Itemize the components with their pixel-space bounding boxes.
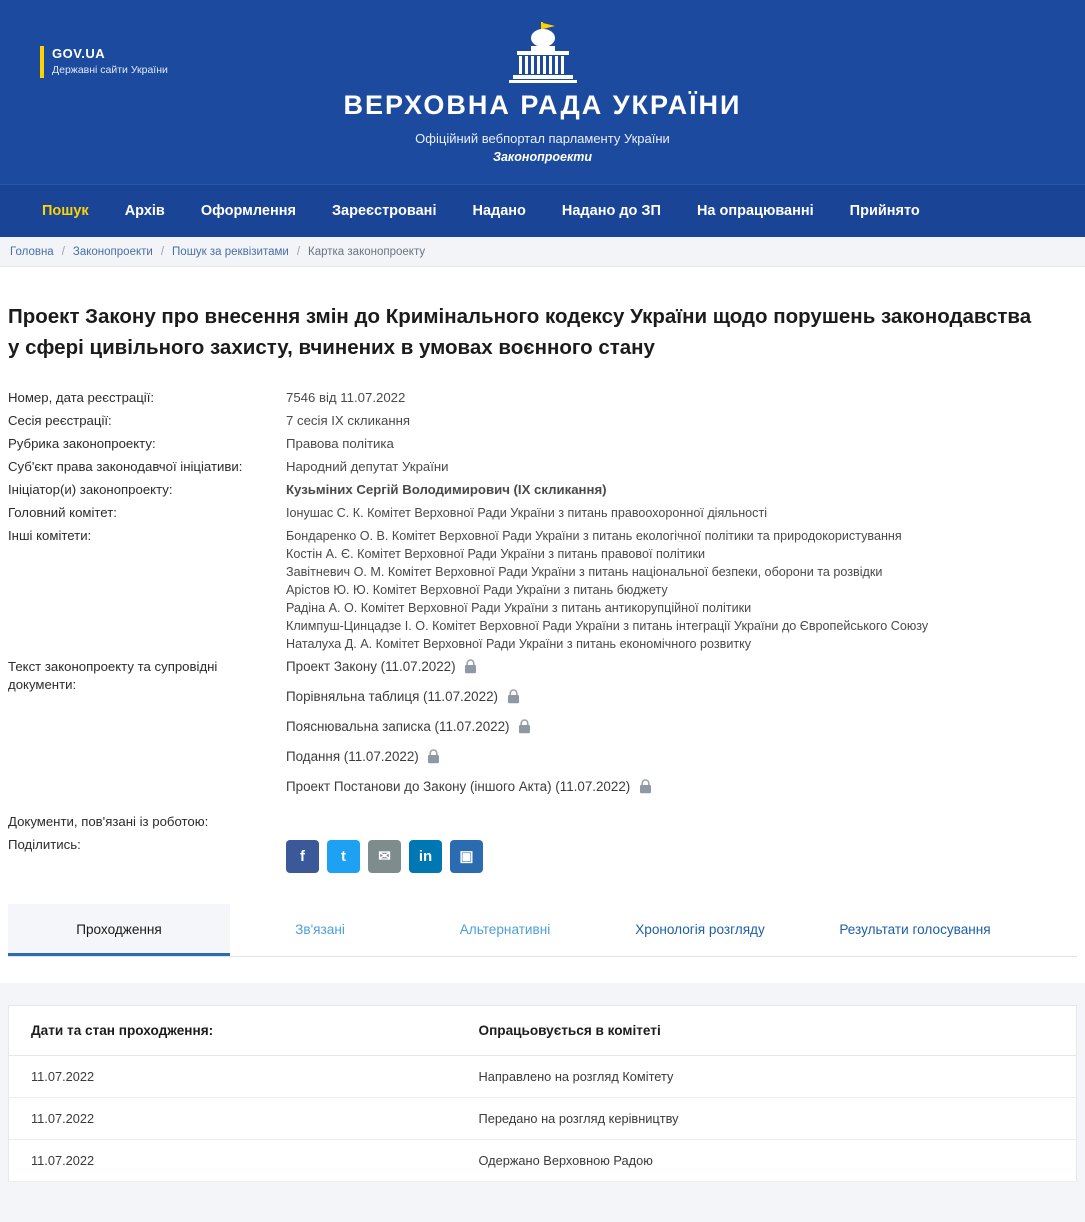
committee-item: Арістов Ю. Ю. Комітет Верховної Ради України з питань бюджету: [286, 583, 668, 597]
table-row: [8, 813, 1077, 836]
breadcrumb: [0, 237, 1085, 267]
table-row: [8, 504, 1077, 527]
tab-rezultaty-holosuvannya[interactable]: Результати голосування: [839, 922, 991, 937]
cell-date: 11.07.2022: [9, 1098, 479, 1140]
table-row: [8, 658, 1077, 813]
breadcrumb-separator: /: [61, 245, 65, 258]
twitter-icon[interactable]: t: [327, 840, 360, 873]
breadcrumb-separator: /: [160, 245, 165, 258]
nav-item-oformlennya[interactable]: Оформлення: [200, 202, 296, 219]
label-documents: Текст законопроекту та супровідні документи:: [8, 659, 218, 692]
document-link[interactable]: Подання (11.07.2022): [286, 749, 419, 764]
nav-item-arhiv[interactable]: Архів: [124, 202, 165, 219]
site-header: [0, 0, 1085, 184]
site-subtitle: Офіційний вебпортал парламенту України: [415, 131, 670, 146]
value-number-date: 7546 від 11.07.2022: [286, 390, 406, 405]
document-link[interactable]: Порівняльна таблиця (11.07.2022): [286, 689, 498, 704]
nav-item-nadano-do-zp[interactable]: Надано до ЗП: [561, 202, 661, 219]
value-other-committees: [286, 527, 1077, 658]
value-main-committee: Іонушас С. К. Комітет Верховної Ради України з питань правоохоронної діяльності: [286, 506, 768, 520]
govua-badge[interactable]: [40, 46, 168, 78]
cell-state: Направлено на розгляд Комітету: [479, 1056, 1077, 1098]
label-related-docs: Документи, пов'язані із роботою:: [8, 814, 209, 829]
share-buttons: [286, 840, 1077, 873]
value-rubric: Правова політика: [286, 436, 394, 451]
value-subject: Народний депутат України: [286, 459, 449, 474]
lock-icon: [464, 659, 477, 679]
label-share: Поділитись:: [8, 837, 81, 852]
tab-hronolohiya[interactable]: Хронологія розгляду: [635, 922, 765, 937]
column-header-dates: Дати та стан проходження:: [9, 1006, 479, 1056]
facebook-icon[interactable]: f: [286, 840, 319, 873]
value-documents: [286, 658, 1077, 813]
label-number-date: Номер, дата реєстрації:: [8, 390, 155, 405]
bill-metadata-table: [8, 389, 1077, 878]
list-item[interactable]: [286, 688, 1077, 709]
lock-icon: [507, 689, 520, 709]
qr-code-icon[interactable]: ▣: [450, 840, 483, 873]
main-nav: [0, 184, 1085, 237]
lock-icon: [639, 779, 652, 799]
label-other-committees: Інші комітети:: [8, 528, 92, 543]
lock-icon: [518, 719, 531, 739]
nav-item-poshuk[interactable]: Пошук: [42, 202, 89, 219]
document-link[interactable]: Пояснювальна записка (11.07.2022): [286, 719, 510, 734]
label-session: Сесія реєстрації:: [8, 413, 112, 428]
cell-state: Передано на розгляд керівництву: [479, 1098, 1077, 1140]
breadcrumb-item-search[interactable]: Пошук за реквізитами: [172, 245, 289, 258]
table-row: [9, 1098, 1077, 1140]
email-icon[interactable]: ✉: [368, 840, 401, 873]
nav-item-zareestrovani[interactable]: Зареєстровані: [331, 202, 437, 219]
committee-item: Завітневич О. М. Комітет Верховної Ради України з питань національної безпеки, оборони та розвідки: [286, 565, 883, 579]
tab-bar: [8, 904, 1077, 957]
breadcrumb-item-home[interactable]: Головна: [10, 245, 54, 258]
value-session: 7 сесія IX скликання: [286, 413, 411, 428]
nav-item-na-opratsiuvanni[interactable]: На опрацюванні: [696, 202, 814, 219]
column-header-state: Опрацьовується в комітеті: [479, 1006, 1077, 1056]
breadcrumb-item-bills[interactable]: Законопроекти: [72, 245, 153, 258]
tab-zviazani[interactable]: Зв'язані: [295, 922, 345, 937]
brand-block: [0, 0, 1085, 164]
label-subject: Суб'єкт права законодавчої ініціативи:: [8, 459, 243, 474]
table-row: [9, 1056, 1077, 1098]
table-row: [8, 836, 1077, 878]
table-row: [8, 458, 1077, 481]
cell-date: 11.07.2022: [9, 1140, 479, 1182]
page-title: Проект Закону про внесення змін до Кримінального кодексу України щодо порушень законодавства у сфері цивільного захисту, вчинених в умовах воєнного стану: [8, 305, 1032, 359]
table-row: [8, 412, 1077, 435]
govua-title: GOV.UA: [52, 46, 106, 61]
list-item[interactable]: [286, 658, 1077, 679]
main-content: [0, 301, 1085, 957]
list-item[interactable]: [286, 718, 1077, 739]
site-section-label: Законопроекти: [492, 150, 593, 164]
value-share: [286, 836, 1077, 878]
label-main-committee: Головний комітет:: [8, 505, 117, 520]
documents-list: [286, 658, 1077, 799]
tab-alternatyvni[interactable]: Альтернативні: [459, 922, 551, 937]
table-header-row: [9, 1006, 1077, 1056]
table-row: [8, 435, 1077, 458]
govua-subtitle: Державні сайти України: [52, 64, 168, 76]
label-rubric: Рубрика законопроекту:: [8, 436, 156, 451]
table-row: [9, 1140, 1077, 1182]
list-item[interactable]: [286, 778, 1077, 799]
table-row: [8, 481, 1077, 504]
committee-item: Бондаренко О. В. Комітет Верховної Ради України з питань екологічної політики та природокористування: [286, 529, 902, 543]
committee-item: Наталуха Д. А. Комітет Верховної Ради України з питань економічного розвитку: [286, 637, 752, 651]
document-link[interactable]: Проект Закону (11.07.2022): [286, 659, 456, 674]
nav-item-nadano[interactable]: Надано: [472, 202, 526, 219]
label-initiators: Ініціатор(и) законопроекту:: [8, 482, 173, 497]
lock-icon: [427, 749, 440, 769]
passage-panel: [0, 983, 1085, 1222]
committee-item: Климпуш-Цинцадзе І. О. Комітет Верховної Ради України з питань інтеграції України до Європейського Союзу: [286, 619, 929, 633]
passage-table: [8, 1005, 1077, 1182]
nav-item-pryiniato[interactable]: Прийнято: [849, 202, 920, 219]
breadcrumb-separator: /: [296, 245, 301, 258]
value-related-docs: [286, 813, 1077, 836]
table-row: [8, 527, 1077, 658]
breadcrumb-item-current: Картка законопроекту: [308, 245, 426, 258]
tab-prohodzhennya[interactable]: Проходження: [8, 904, 230, 956]
linkedin-icon[interactable]: in: [409, 840, 442, 873]
cell-state: Одержано Верховною Радою: [479, 1140, 1077, 1182]
committee-item: Радіна А. О. Комітет Верховної Ради України з питань антикорупційної політики: [286, 601, 752, 615]
site-title: ВЕРХОВНА РАДА УКРАЇНИ: [343, 90, 742, 120]
committee-item: Костін А. Є. Комітет Верховної Ради України з питань правової політики: [286, 547, 706, 561]
govua-accent-bar: [40, 46, 44, 78]
table-row: [8, 389, 1077, 412]
list-item[interactable]: [286, 748, 1077, 769]
value-initiators: Кузьміних Сергій Володимирович (IX скликання): [286, 482, 607, 497]
cell-date: 11.07.2022: [9, 1056, 479, 1098]
document-link[interactable]: Проект Постанови до Закону (іншого Акта) (11.07.2022): [286, 779, 631, 794]
